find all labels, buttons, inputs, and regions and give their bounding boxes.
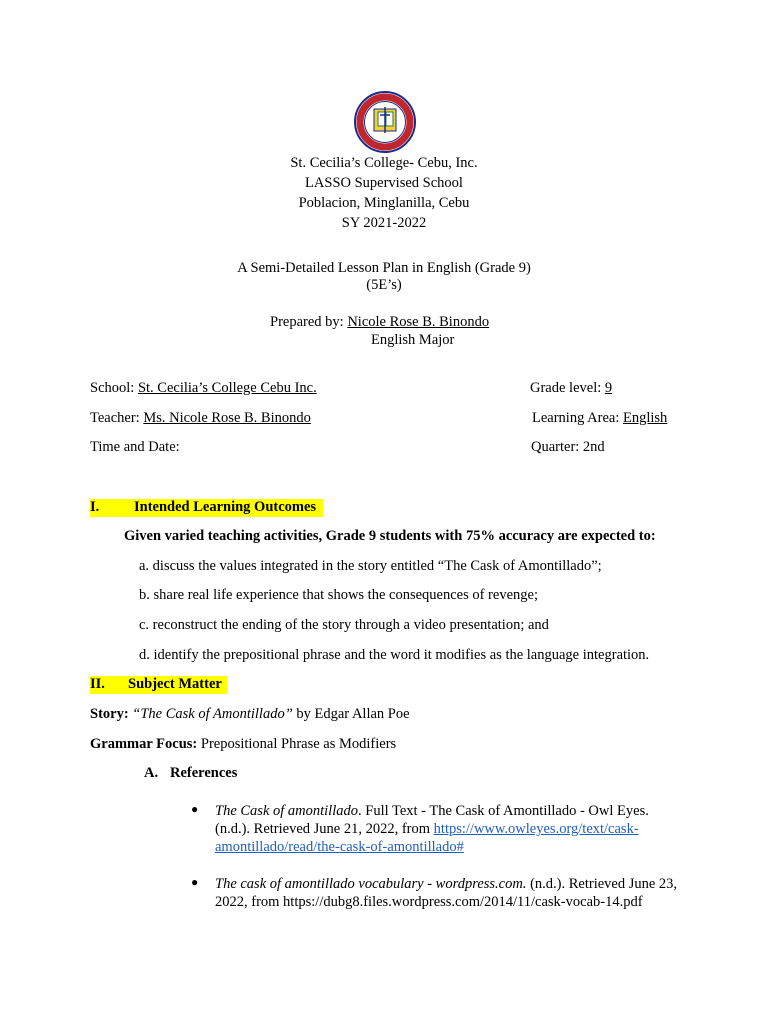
grade-level-field	[530, 380, 677, 397]
time-date-label: Time and Date:	[90, 439, 180, 455]
section-2-title: Subject Matter	[128, 676, 222, 692]
school-seal-logo	[354, 91, 416, 153]
preparer-name: Nicole Rose B. Binondo	[347, 314, 490, 330]
outcome-a: a. discuss the values integrated in the story entitled “The Cask of Amontillado”;	[139, 558, 602, 574]
reference-1-link[interactable]: https://www.owleyes.org/text/cask-amontillado/read/the-cask-of-amontillado#	[215, 821, 639, 855]
learning-area-field	[532, 410, 667, 427]
school-label: School:	[90, 380, 138, 396]
teacher-value: Ms. Nicole Rose B. Binondo	[143, 410, 311, 426]
section-1-number: I.	[90, 499, 100, 515]
grammar-focus-line	[90, 736, 396, 753]
references-letter: A.	[144, 765, 159, 781]
section-2-number: II.	[90, 676, 105, 692]
lesson-plan-title: A Semi-Detailed Lesson Plan in English (Grade 9)	[237, 260, 531, 276]
grammar-focus-label: Grammar Focus:	[90, 736, 201, 752]
section-1-heading	[90, 499, 323, 517]
school-field	[90, 380, 317, 397]
section-1-intro: Given varied teaching activities, Grade 9 students with 75% accuracy are expected to:	[124, 528, 656, 544]
school-year: SY 2021-2022	[341, 215, 427, 231]
story-label: Story:	[90, 706, 133, 722]
reference-1	[215, 802, 685, 856]
story-author: by Edgar Allan Poe	[292, 706, 410, 722]
quarter-label: Quarter: 2nd	[531, 439, 605, 455]
outcome-d: d. identify the prepositional phrase and the word it modifies as the language integration.	[139, 647, 650, 663]
reference-2-text: (n.d.). Retrieved June 23, 2022, from https://dubg8.files.wordpress.com/2014/11/cask-vocab-14.pdf	[215, 876, 678, 910]
school-address: Poblacion, Minglanilla, Cebu	[298, 195, 470, 211]
school-value: St. Cecilia’s College Cebu Inc.	[137, 380, 317, 396]
learning-area-label: Learning Area:	[532, 410, 623, 426]
school-supervision: LASSO Supervised School	[305, 175, 463, 191]
grammar-focus-value: Prepositional Phrase as Modifiers	[200, 736, 397, 752]
reference-2	[215, 875, 685, 911]
section-2-heading	[90, 676, 227, 694]
reference-1-title: The Cask of amontillado	[215, 803, 358, 819]
grade-level-label: Grade level:	[530, 380, 605, 396]
grade-level-value: 9	[604, 380, 613, 396]
school-name: St. Cecilia’s College- Cebu, Inc.	[290, 155, 478, 171]
outcome-b: b. share real life experience that shows the consequences of revenge;	[139, 587, 538, 603]
teacher-label: Teacher:	[90, 410, 144, 426]
lesson-plan-subtitle: (5E’s)	[366, 277, 402, 293]
outcome-c: c. reconstruct the ending of the story through a video presentation; and	[139, 617, 549, 633]
preparer-role: English Major	[371, 332, 455, 348]
teacher-field	[90, 410, 311, 427]
bullet-icon: ●	[191, 875, 199, 889]
bullet-icon: ●	[191, 802, 199, 816]
prepared-by	[270, 314, 489, 331]
prepared-by-label: Prepared by:	[270, 314, 348, 330]
reference-2-title: The cask of amontillado vocabulary - wordpress.com.	[215, 876, 527, 892]
learning-area-value: English	[623, 410, 668, 426]
references-title: References	[170, 765, 238, 781]
section-1-title: Intended Learning Outcomes	[134, 499, 317, 515]
references-heading	[144, 765, 238, 782]
story-title: “The Cask of Amontillado”	[132, 706, 293, 722]
story-line	[90, 706, 410, 723]
reference-1-text: . Full Text - The Cask of Amontillado - Owl Eyes. (n.d.). Retrieved June 21, 2022, from	[215, 803, 649, 837]
